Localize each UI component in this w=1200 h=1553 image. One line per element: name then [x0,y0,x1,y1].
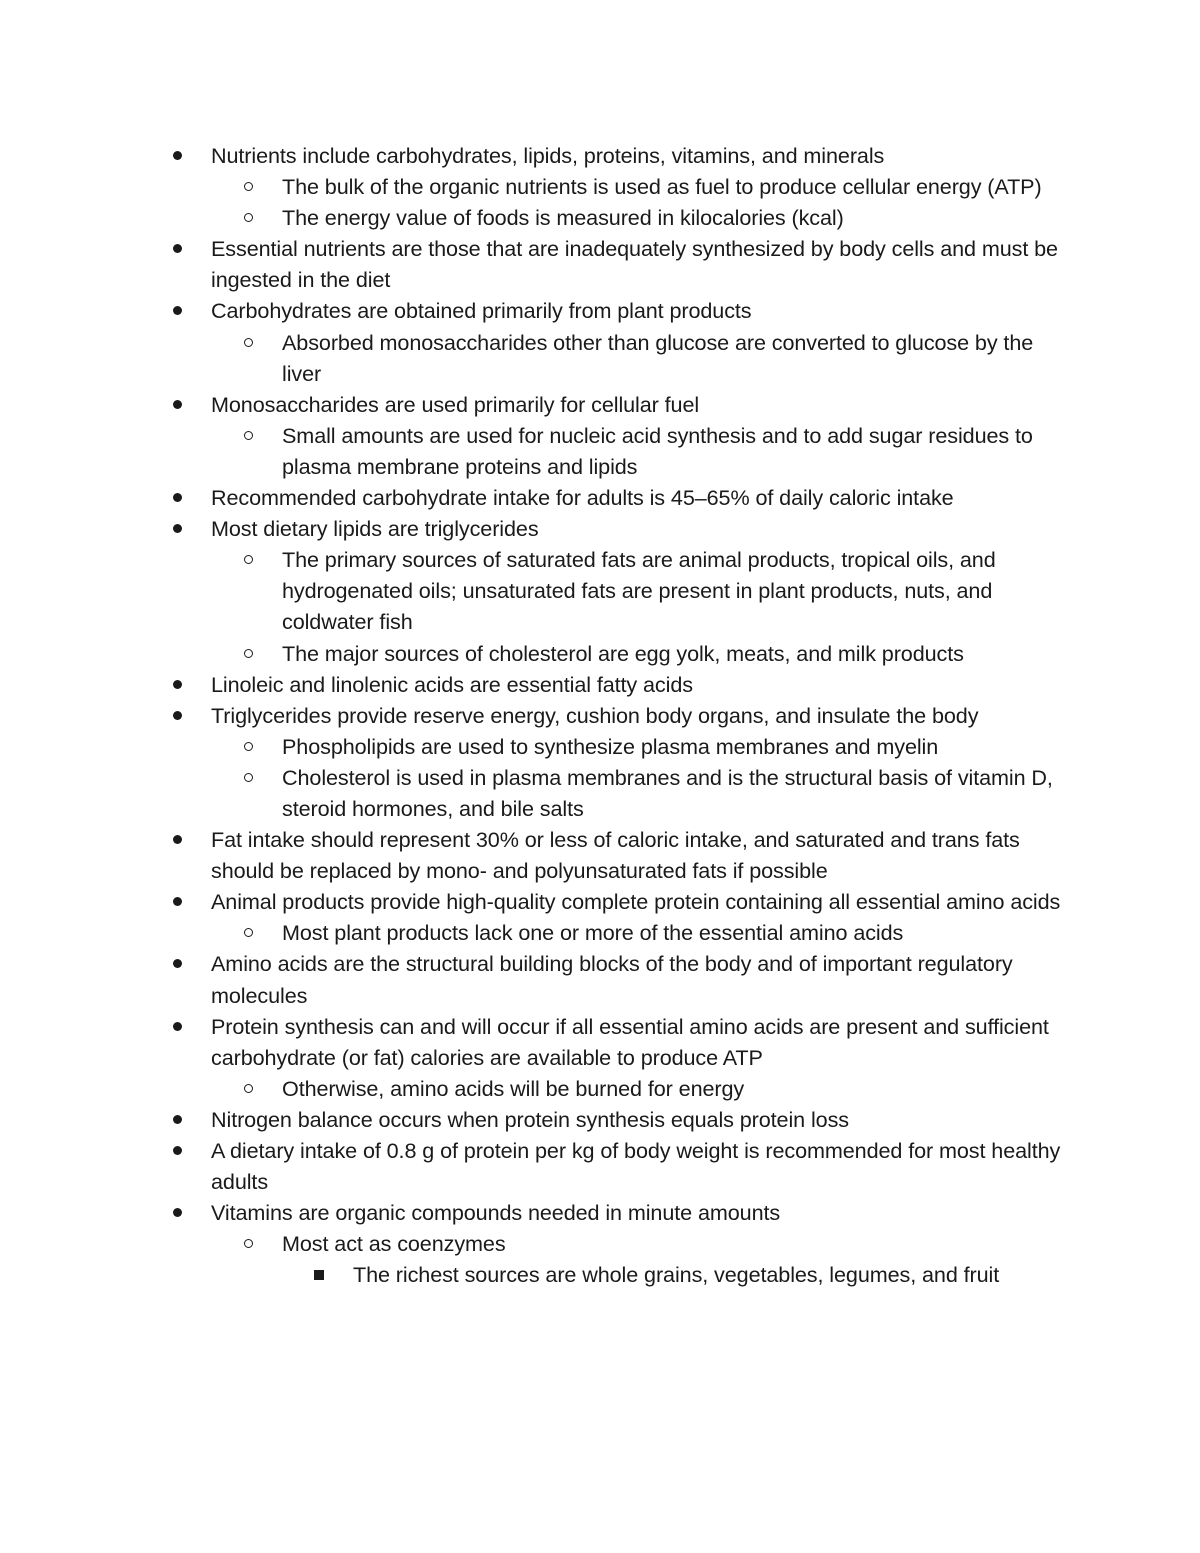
filled-bullet-icon [170,140,184,171]
filled-bullet-icon [170,700,184,731]
list-item-text: Amino acids are the structural building blocks of the body and of important regulatory molecules [211,951,1013,1008]
list-item [282,917,1072,948]
list-item [282,171,1072,202]
list-item [211,140,1071,171]
list-item [211,669,1071,700]
list-item [211,295,1071,326]
list-item [211,1135,1071,1197]
list-item-text: The primary sources of saturated fats are animal products, tropical oils, and hydrogenated oils; unsaturated fats are present in plant products, nuts, and coldwater fish [282,547,996,635]
list-item [211,513,1071,544]
list-item-text: Triglycerides provide reserve energy, cushion body organs, and insulate the body [211,702,979,728]
list-item-text: The bulk of the organic nutrients is used as fuel to produce cellular energy (ATP) [282,174,1042,200]
hollow-bullet-icon [241,544,255,575]
hollow-bullet-icon [241,638,255,669]
filled-bullet-icon [170,1011,184,1042]
filled-bullet-icon [170,669,184,700]
list-item [353,1259,1053,1290]
filled-bullet-icon [170,233,184,264]
list-item-text: Absorbed monosaccharides other than glucose are converted to glucose by the liver [282,329,1034,386]
hollow-bullet-icon [241,1228,255,1259]
list-item-text: Most act as coenzymes [282,1231,506,1257]
hollow-bullet-icon [241,917,255,948]
filled-bullet-icon [170,1135,184,1166]
list-item [282,544,1072,637]
list-item [211,1197,1071,1228]
filled-bullet-icon [170,824,184,855]
filled-bullet-icon [170,948,184,979]
list-item [211,700,1071,731]
hollow-bullet-icon [241,1073,255,1104]
filled-bullet-icon [170,1197,184,1228]
list-item-text: A dietary intake of 0.8 g of protein per kg of body weight is recommended for most healthy adults [211,1138,1061,1195]
document-page [0,140,1200,1290]
filled-bullet-icon [170,1104,184,1135]
list-item [282,731,1072,762]
hollow-bullet-icon [241,731,255,762]
list-item [211,482,1071,513]
list-item [282,202,1072,233]
filled-bullet-icon [170,295,184,326]
list-item-text: Cholesterol is used in plasma membranes and is the structural basis of vitamin D, steroid hormones, and bile salts [282,764,1053,821]
list-item-text: Recommended carbohydrate intake for adults is 45–65% of daily caloric intake [211,485,954,511]
list-item [282,327,1072,389]
list-item-text: Phospholipids are used to synthesize plasma membranes and myelin [282,733,939,759]
list-item [282,1073,1072,1104]
list-item-text: Monosaccharides are used primarily for cellular fuel [211,391,700,417]
list-item [211,948,1071,1010]
hollow-bullet-icon [241,420,255,451]
list-item [282,1228,1072,1259]
list-item [211,1104,1071,1135]
list-item [282,638,1072,669]
list-item [211,389,1071,420]
list-item-text: The major sources of cholesterol are egg yolk, meats, and milk products [282,640,964,666]
list-item-text: Small amounts are used for nucleic acid synthesis and to add sugar residues to plasma membrane proteins and lipids [282,422,1033,479]
list-item-text: Vitamins are organic compounds needed in minute amounts [211,1200,781,1226]
bullet-outline [0,140,1200,1290]
list-item-text: Most plant products lack one or more of the essential amino acids [282,920,904,946]
list-item-text: Nutrients include carbohydrates, lipids, proteins, vitamins, and minerals [211,143,885,168]
list-item-text: Nitrogen balance occurs when protein synthesis equals protein loss [211,1106,849,1132]
list-item-text: Linoleic and linolenic acids are essential fatty acids [211,671,693,697]
hollow-bullet-icon [241,327,255,358]
filled-bullet-icon [170,389,184,420]
filled-bullet-icon [170,513,184,544]
square-bullet-icon [312,1259,326,1290]
hollow-bullet-icon [241,202,255,233]
list-item-text: Protein synthesis can and will occur if all essential amino acids are present and sufficient carbohydrate (or fat) calories are available to produce ATP [211,1013,1049,1070]
list-item-text: Most dietary lipids are triglycerides [211,516,539,542]
list-item-text: Animal products provide high-quality complete protein containing all essential amino acids [211,889,1061,915]
list-item-text: The energy value of foods is measured in kilocalories (kcal) [282,205,844,231]
list-item [282,762,1072,824]
list-item-text: Fat intake should represent 30% or less of caloric intake, and saturated and trans fats should be replaced by mono- and polyunsaturated fats if possible [211,827,1020,884]
list-item-text: Otherwise, amino acids will be burned for energy [282,1075,745,1101]
filled-bullet-icon [170,482,184,513]
hollow-bullet-icon [241,171,255,202]
list-item [211,886,1071,917]
list-item [211,824,1071,886]
list-item [211,233,1071,295]
list-item [211,1011,1071,1073]
list-item [282,420,1072,482]
list-item-text: The richest sources are whole grains, vegetables, legumes, and fruit [353,1262,1000,1288]
list-item-text: Carbohydrates are obtained primarily from plant products [211,298,752,324]
hollow-bullet-icon [241,762,255,793]
list-item-text: Essential nutrients are those that are inadequately synthesized by body cells and must be ingested in the diet [211,236,1058,293]
filled-bullet-icon [170,886,184,917]
